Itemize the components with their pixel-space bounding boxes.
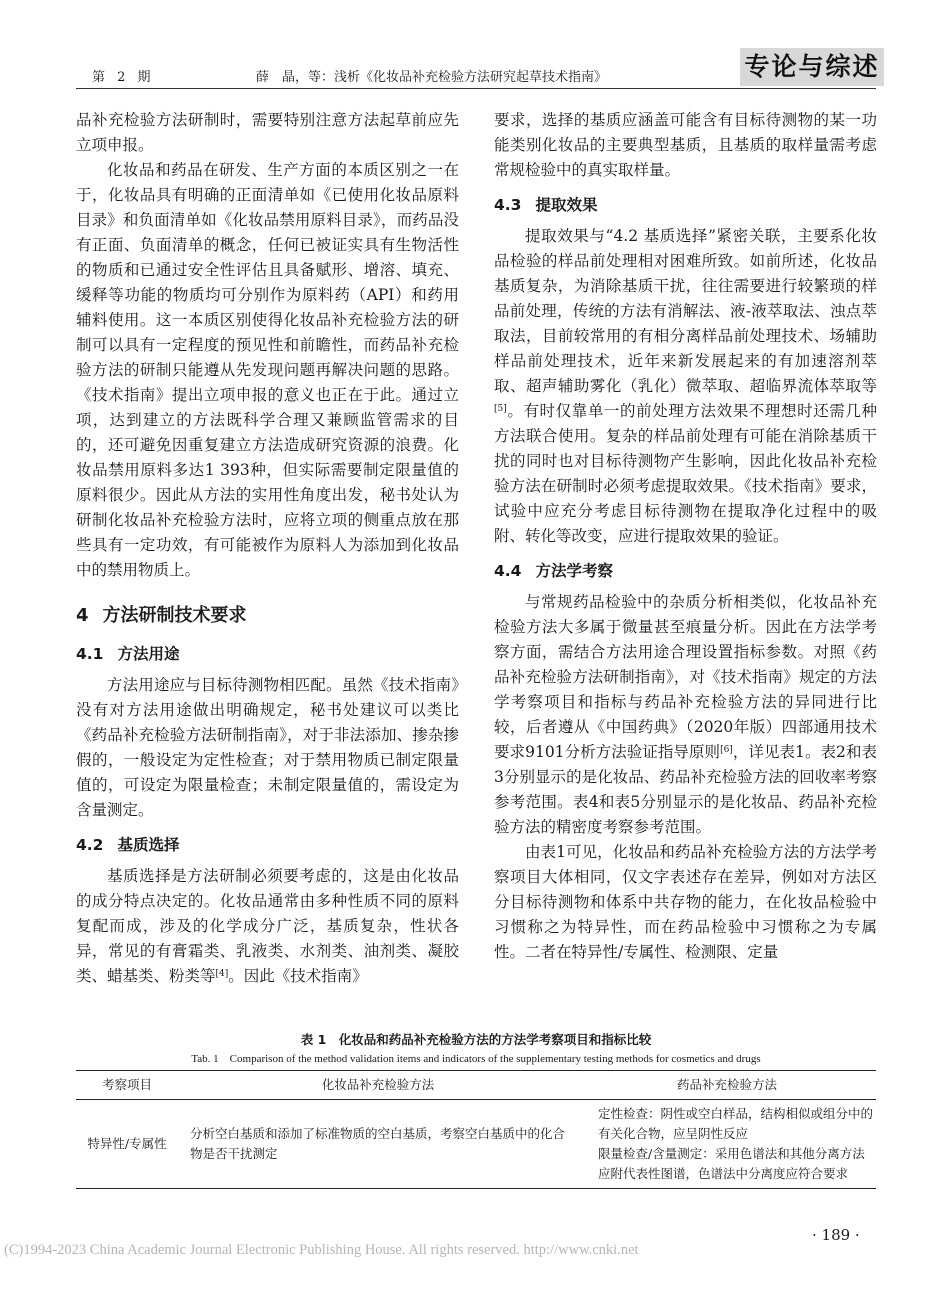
page-number: · 189 · [812, 1226, 860, 1244]
section-number: 4 [76, 605, 89, 626]
subsection-heading [76, 833, 459, 858]
subsection-title: 提取效果 [535, 196, 598, 214]
section-heading [76, 603, 459, 628]
copyright-footer: (C)1994-2023 China Academic Journal Electronic Publishing House. All rights reserved. http://www.cnki.net [4, 1242, 639, 1258]
paragraph-text: 提取效果与“4.2 基质选择”紧密关联，主要系化妆品检验的样品前处理相对困难所致。如前所述，化妆品基质复杂，为消除基质干扰，往往需要进行较繁琐的样品前处理，传统的方法有消解法、液-液萃取法、浊点萃取法，目前较常用的有相分离样品前处理技术、场辅助样品前处理技术，近年来新发展起来的有加速溶剂萃取、超声辅助雾化（乳化）微萃取、超临界流体萃取等 [494, 227, 877, 395]
paragraph-text: 基质选择是方法研制必须要考虑的，这是由化妆品的成分特点决定的。化妆品通常由多种性质不同的原料复配而成，涉及的化学成分广泛，基质复杂，性状各异，常见的有膏霜类、乳液类、水剂类、油剂类、凝胶类、蜡基类、粉类等 [76, 867, 459, 985]
paragraph-text: 与常规药品检验中的杂质分析相类似，化妆品补充检验方法大多属于微量甚至痕量分析。因此在方法学考察方面，需结合方法用途合理设置指标参数。对照《药品补充检验方法研制指南》，对《技术指南》规定的方法学考察项目和指标与药品补充检验方法的异同进行比较，后者遵从《中国药典》（2020年版）四部通用技术要求9101分析方法验证指导原则 [494, 593, 877, 761]
subsection-title: 基质选择 [117, 836, 180, 854]
subsection-number: 4.3 [494, 196, 522, 214]
paragraph [76, 864, 459, 989]
subsection-number: 4.2 [76, 836, 104, 854]
subsection-heading [494, 193, 877, 218]
citation-ref: [5] [494, 404, 507, 414]
citation-ref: [4] [215, 969, 229, 979]
table-cell [578, 1100, 876, 1189]
table-caption-english: Tab. 1 Comparison of the method validation items and indicators of the supplementary testing methods for cosmetics and drugs [191, 1053, 761, 1065]
paragraph [494, 224, 877, 549]
subsection-number: 4.4 [494, 562, 522, 580]
paragraph-text: 。有时仅靠单一的前处理方法效果不理想时还需几种方法联合使用。复杂的样品前处理有可能在消除基质干扰的同时也对目标待测物产生影响，因此化妆品补充检验方法在研制时必须考虑提取效果。《技术指南》要求，试验中应充分考虑目标待测物在提取净化过程中的吸附、转化等改变，应进行提取效果的验证。 [494, 402, 877, 545]
table-header-row [76, 1071, 876, 1100]
table-cell-line: 限量检查/含量测定：采用色谱法和其他分离方法应附代表性图谱，色谱法中分离度应符合要求 [598, 1146, 865, 1181]
table-cell: 分析空白基质和添加了标准物质的空白基质，考察空白基质中的化合物是否干扰测定 [178, 1100, 578, 1189]
paragraph-text: 。因此《技术指南》 [228, 967, 368, 985]
paragraph: 品补充检验方法研制时，需要特别注意方法起草前应先立项申报。 [76, 111, 459, 154]
right-column [494, 108, 877, 965]
table-header: 药品补充检验方法 [578, 1071, 876, 1100]
issue-number: 第 2 期 [92, 70, 155, 85]
subsection-number: 4.1 [76, 645, 104, 663]
table-caption: 表 1 化妆品和药品补充检验方法的方法学考察项目和指标比较 [300, 1032, 652, 1047]
table-row [76, 1100, 876, 1189]
subsection-heading [76, 642, 459, 667]
subsection-title: 方法用途 [117, 645, 180, 663]
paragraph: 由表1可见，化妆品和药品补充检验方法的方法学考察项目大体相同，仅文字表述存在差异，例如对方法区分目标待测物和体系中共存物的能力，在化妆品检验中习惯称之为特异性，而在药品检验中习惯称之为专属性。二者在特异性/专属性、检测限、定量 [494, 843, 877, 961]
paragraph: 化妆品和药品在研发、生产方面的本质区别之一在于，化妆品具有明确的正面清单如《已使用化妆品原料目录》和负面清单如《化妆品禁用原料目录》，而药品没有正面、负面清单的概念，任何已被证实具有生物活性的物质和已通过安全性评估且具备赋形、增溶、填充、缓释等功能的物质均可分别作为原料药（API）和药用辅料使用。这一本质区别使得化妆品补充检验方法的研制可以具有一定程度的预见性和前瞻性，而药品补充检验方法的研制只能遵从先发现问题再解决问题的思路。《技术指南》提出立项申报的意义也正在于此。通过立项，达到建立的方法既科学合理又兼顾监管需求的目的，还可避免因重复建立方法造成研究资源的浪费。化妆品禁用原料多达1 393种，但实际需要制定限量值的原料很少。因此从方法的实用性角度出发，秘书处认为研制化妆品补充检验方法时，应将立项的侧重点放在那些具有一定功效，有可能被作为原料人为添加到化妆品中的禁用物质上。 [76, 161, 459, 579]
citation-ref: [6] [720, 745, 733, 755]
table-header: 考察项目 [76, 1071, 178, 1100]
left-column [76, 108, 459, 989]
subsection-heading [494, 559, 877, 584]
subsection-title: 方法学考察 [535, 562, 613, 580]
table-header: 化妆品补充检验方法 [178, 1071, 578, 1100]
paragraph: 方法用途应与目标待测物相匹配。虽然《技术指南》没有对方法用途做出明确规定，秘书处建议可以类比《药品补充检验方法研制指南》，对于非法添加、掺杂掺假的，一般设定为定性检查；对于禁用物质已制定限量值的，可设定为限量检查；未制定限量值的，需设定为含量测定。 [76, 676, 459, 819]
comparison-table [76, 1070, 876, 1189]
running-title: 薛 晶，等：浅析《化妆品补充检验方法研究起草技术指南》 [256, 70, 608, 85]
section-title: 方法研制技术要求 [102, 605, 247, 626]
paragraph: 要求，选择的基质应涵盖可能含有目标待测物的某一功能类别化妆品的主要典型基质，且基质的取样量需考虑常规检验中的真实取样量。 [494, 111, 877, 179]
paragraph-text: ，详见表1。表2和表3分别显示的是化妆品、药品补充检验方法的回收率考察参考范围。表4和表5分别显示的是化妆品、药品补充检验方法的精密度考察参考范围。 [494, 743, 877, 836]
section-badge: 专论与综述 [740, 48, 884, 86]
table-cell: 特异性/专属性 [76, 1100, 178, 1189]
table-cell-line: 定性检查：阴性或空白样品，结构相似或组分中的有关化合物，应呈阴性反应 [598, 1106, 874, 1141]
paragraph [494, 590, 877, 840]
